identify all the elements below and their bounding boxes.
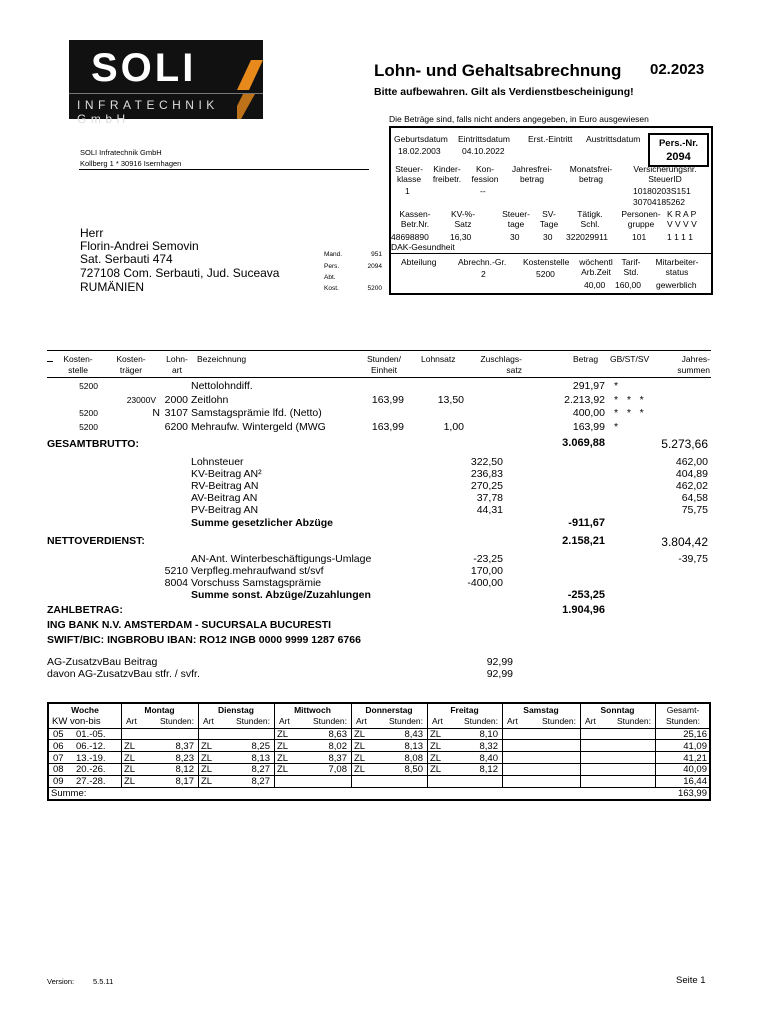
info-label-taxclass: Steuer- klasse xyxy=(395,164,423,184)
gross-amount: 3.069,88 xyxy=(562,437,605,449)
week-day-hours: 8,23 xyxy=(175,752,194,764)
deduction-amount: 236,83 xyxy=(470,468,503,480)
pay-line-amount: 400,00 xyxy=(572,407,605,419)
week-day-art: ZL xyxy=(201,764,213,776)
other-year: -39,75 xyxy=(678,553,708,565)
week-day-art: ZL xyxy=(430,740,442,752)
sender-address: Kollberg 1 * 30916 Isernhagen xyxy=(80,159,182,168)
company-logo xyxy=(69,40,263,126)
pay-line-kst: 5200 xyxy=(79,408,98,418)
info-label-monthfree: Monatsfrei- betrag xyxy=(569,164,613,184)
pay-line-ktr: 23000V xyxy=(126,395,156,405)
euro-note: Die Beträge sind, falls nicht anders angegeben, in Euro ausgewiesen xyxy=(389,114,649,124)
week-range: 06.-12. xyxy=(76,740,106,752)
deduction-year: 404,89 xyxy=(675,468,708,480)
pay-line-flags: * * * xyxy=(614,407,644,419)
logo-accent-icon xyxy=(237,60,263,119)
meta-value: 5200 xyxy=(367,285,382,292)
document-title: Lohn- und Gehaltsabrechnung xyxy=(374,61,622,80)
week-kw: 05 xyxy=(53,729,64,740)
week-day-art: ZL xyxy=(430,764,442,776)
bank-iban: SWIFT/BIC: INGBROBU IBAN: RO12 INGB 0000 9999 1287 6766 xyxy=(47,634,361,646)
col-header-lohnsatz: Lohnsatz xyxy=(421,354,456,364)
page-number: Seite 1 xyxy=(676,975,706,986)
other-label: AN-Ant. Winterbeschäftigungs-Umlage xyxy=(191,553,372,565)
week-header-hours: Stunden: xyxy=(159,716,194,726)
week-day-hours: 8,12 xyxy=(479,764,498,776)
deduction-label: KV-Beitrag AN² xyxy=(191,468,262,480)
week-day-hours: 8,02 xyxy=(328,740,347,752)
pay-line-amount: 163,99 xyxy=(572,421,605,433)
week-header-kw: KW von-bis xyxy=(52,716,101,727)
payout-label: ZAHLBETRAG: xyxy=(47,604,123,616)
info-steuertage: 30 xyxy=(510,232,520,242)
info-label-persgroup: Personen- gruppe xyxy=(621,209,661,229)
info-label-kvsatz: KV-%- Satz xyxy=(450,209,476,229)
col-header-bezeichnung: Bezeichnung xyxy=(197,354,247,364)
week-day-art: ZL xyxy=(201,776,213,788)
info-status: gewerblich xyxy=(656,280,697,290)
deduction-year: 64,58 xyxy=(681,492,708,504)
week-header-day: Freitag xyxy=(450,705,479,715)
col-header-jahressummen: Jahres- summen xyxy=(677,354,710,375)
week-header-hours: Stunden: xyxy=(235,716,270,726)
bank-name: ING BANK N.V. AMSTERDAM - SUCURSALA BUCURESTI xyxy=(47,619,332,631)
week-day-hours: 8,12 xyxy=(175,764,194,776)
week-range: 13.-19. xyxy=(76,752,106,764)
deduction-amount: 270,25 xyxy=(470,480,503,492)
info-label-kids: Kinder- freibetr. xyxy=(432,164,462,184)
week-header-hours: Stunden: xyxy=(463,716,498,726)
col-header-gbstsv: GB/ST/SV xyxy=(610,354,650,364)
deduction-sum-amount: -911,67 xyxy=(568,517,605,529)
recipient-salutation: Herr xyxy=(80,226,104,240)
other-amount: -400,00 xyxy=(467,577,503,589)
pay-line-label: Nettolohndiff. xyxy=(191,380,253,392)
other-label: Verpfleg.mehraufwand st/svf xyxy=(191,565,324,577)
info-insurance-no: 10180203S151 xyxy=(633,186,691,196)
deduction-year: 462,02 xyxy=(675,480,708,492)
info-label-exit: Austrittsdatum xyxy=(586,134,641,144)
info-label-group: Abrechn.-Gr. xyxy=(458,257,507,267)
sender-company: SOLI Infratechnik GmbH xyxy=(80,148,162,157)
week-day-art: ZL xyxy=(277,729,289,740)
sender-underline xyxy=(79,169,369,170)
week-day-hours: 7,08 xyxy=(328,764,347,776)
week-header-art: Art xyxy=(507,716,518,726)
info-persgroup: 101 xyxy=(632,232,647,242)
info-activity: 322029911 xyxy=(566,232,608,242)
info-label-status: Mitarbeiter- status xyxy=(655,257,699,277)
pay-line-lohnart: 3107 xyxy=(164,407,188,419)
pers-no-label: Pers.-Nr. xyxy=(658,138,699,149)
week-header-day: Mittwoch xyxy=(294,705,331,715)
week-day-art: ZL xyxy=(277,752,289,764)
info-weekly: 40,00 xyxy=(584,280,606,290)
week-day-art: ZL xyxy=(354,740,366,752)
deduction-label: Lohnsteuer xyxy=(191,456,244,468)
pay-line-rate: 13,50 xyxy=(437,394,464,406)
info-label-steuertage: Steuer- tage xyxy=(502,209,530,229)
week-day-hours: 8,13 xyxy=(404,740,423,752)
week-day-hours: 8,40 xyxy=(479,752,498,764)
week-header-day: Sonntag xyxy=(600,705,635,715)
week-day-hours: 8,13 xyxy=(251,752,270,764)
week-day-art: ZL xyxy=(124,740,136,752)
pay-table-header-line xyxy=(47,377,711,378)
col-header-kostentraeger: Kosten- träger xyxy=(116,354,146,375)
meta-label: Kost. xyxy=(324,285,339,292)
info-label-svtage: SV- Tage xyxy=(539,209,559,229)
pay-line-kst: 5200 xyxy=(79,381,98,391)
deduction-label: AV-Beitrag AN xyxy=(191,492,258,504)
info-cost: 5200 xyxy=(536,269,555,279)
week-day-art: ZL xyxy=(201,740,213,752)
week-header-hours: Stunden: xyxy=(616,716,651,726)
week-day-hours: 8,50 xyxy=(404,764,423,776)
info-insurer: DAK-Gesundheit xyxy=(391,242,455,252)
week-kw: 08 xyxy=(53,764,64,776)
other-label: Vorschuss Samstagsprämie xyxy=(191,577,322,589)
col-header-betrag: Betrag xyxy=(573,354,599,364)
info-label-kasse: Kassen- Betr.Nr. xyxy=(399,209,431,229)
deduction-sum-label: Summe gesetzlicher Abzüge xyxy=(191,517,333,529)
deduction-amount: 322,50 xyxy=(470,456,503,468)
pay-line-kst: 5200 xyxy=(79,422,98,432)
pay-line-lohnart: 6200 xyxy=(164,421,188,433)
week-header-total: Gesamt- Stunden: xyxy=(665,705,701,726)
week-row-total: 25,16 xyxy=(683,729,707,740)
week-range: 01.-05. xyxy=(76,729,106,740)
other-sum-label: Summe sonst. Abzüge/Zuzahlungen xyxy=(191,589,371,601)
logo-subtext: INFRATECHNIK GmbH xyxy=(77,98,219,126)
document-subtitle: Bitte aufbewahren. Gilt als Verdienstbescheinigung! xyxy=(374,86,634,98)
meta-value: 951 xyxy=(371,251,382,258)
pers-no-value: 2094 xyxy=(666,151,691,163)
week-header-day: Donnerstag xyxy=(365,705,413,715)
info-label-entry: Eintrittsdatum xyxy=(458,134,510,144)
week-day-art: ZL xyxy=(430,752,442,764)
col-header-zuschlag: Zuschlags- satz xyxy=(480,354,522,375)
recipient-country: RUMÄNIEN xyxy=(80,280,145,294)
week-day-hours: 8,10 xyxy=(479,729,498,740)
gross-label: GESAMTBRUTTO: xyxy=(47,438,139,450)
meta-label: Abt. xyxy=(324,274,336,281)
week-day-art: ZL xyxy=(277,740,289,752)
pay-line-rate: 1,00 xyxy=(443,421,464,433)
week-row-total: 41,09 xyxy=(683,740,707,752)
week-day-art: ZL xyxy=(124,776,136,788)
col-header-stunden: Stunden/ Einheit xyxy=(366,354,402,375)
pay-line-ktr: N xyxy=(152,407,160,419)
week-day-art: ZL xyxy=(430,729,442,740)
col-header-lohnart: Lohn- art xyxy=(166,354,188,375)
week-range: 20.-26. xyxy=(76,764,106,776)
pay-line-hours: 163,99 xyxy=(371,421,404,433)
net-year: 3.804,42 xyxy=(661,535,708,549)
pay-line-lohnart: 2000 xyxy=(164,394,188,406)
week-day-hours: 8,43 xyxy=(404,729,423,740)
week-day-art: ZL xyxy=(201,752,213,764)
net-label: NETTOVERDIENST: xyxy=(47,535,145,547)
info-label-confession: Kon- fession xyxy=(471,164,499,184)
week-day-art: ZL xyxy=(124,764,136,776)
pay-line-label: Samstagsprämie lfd. (Netto) xyxy=(191,407,322,419)
week-day-art: ZL xyxy=(354,729,366,740)
info-kasse: 48698890 xyxy=(391,232,429,242)
week-header-day: Dienstag xyxy=(218,705,254,715)
info-label-weekly: wöchentl Arb.Zeit xyxy=(579,257,613,277)
col-header-kostenstelle: Kosten- stelle xyxy=(63,354,93,375)
week-day-hours: 8,25 xyxy=(251,740,270,752)
info-label-yearfree: Jahresfrei- betrag xyxy=(511,164,553,184)
ag-amount: 92,99 xyxy=(486,656,513,668)
info-krav: 1 1 1 1 xyxy=(667,232,693,242)
week-header-art: Art xyxy=(432,716,443,726)
week-day-art: ZL xyxy=(277,764,289,776)
week-day-hours: 8,63 xyxy=(328,729,347,740)
info-entry: 04.10.2022 xyxy=(462,146,505,156)
week-row-total: 41,21 xyxy=(683,752,707,764)
week-sum-label: Summe: xyxy=(51,788,87,799)
week-header-hours: Stunden: xyxy=(541,716,576,726)
info-label-activity: Tätigk. Schl. xyxy=(577,209,603,229)
pay-line-flags: * xyxy=(614,421,619,433)
pay-line-amount: 291,97 xyxy=(572,380,605,392)
info-kvsatz: 16,30 xyxy=(450,232,472,242)
week-day-art: ZL xyxy=(354,752,366,764)
other-amount: -23,25 xyxy=(473,553,503,565)
info-svtage: 30 xyxy=(543,232,553,242)
pay-line-amount: 2.213,92 xyxy=(564,394,605,406)
info-label-dept: Abteilung xyxy=(401,257,437,267)
pay-line-label: Zeitlohn xyxy=(191,394,229,406)
recipient-city: 727108 Com. Serbauti, Jud. Suceava xyxy=(80,266,280,280)
version-value: 5.5.11 xyxy=(93,977,114,986)
info-label-first-entry: Erst.-Eintritt xyxy=(528,134,573,144)
week-day-art: ZL xyxy=(124,752,136,764)
period: 02.2023 xyxy=(650,61,705,78)
deduction-label: RV-Beitrag AN xyxy=(191,480,259,492)
week-header-art: Art xyxy=(356,716,367,726)
info-group: 2 xyxy=(481,269,486,279)
net-amount: 2.158,21 xyxy=(562,535,605,547)
ag-amount: 92,99 xyxy=(486,668,513,680)
week-header-art: Art xyxy=(585,716,596,726)
week-header-day: Samstag xyxy=(523,705,559,715)
week-sum-total: 163,99 xyxy=(677,788,707,799)
week-day-art: ZL xyxy=(354,764,366,776)
recipient-street: Sat. Serbauti 474 xyxy=(80,252,173,266)
week-row-total: 40,09 xyxy=(683,764,707,776)
week-header-art: Art xyxy=(279,716,290,726)
info-label-cost: Kostenstelle xyxy=(523,257,570,267)
pay-line-flags: * * * xyxy=(614,394,644,406)
other-lohnart: 5210 xyxy=(164,565,188,577)
info-label-insurance-no: Versicherungsnr. SteuerID xyxy=(633,164,697,184)
ag-label: AG-ZusatzvBau Beitrag xyxy=(47,656,158,668)
week-kw: 07 xyxy=(53,752,64,764)
deduction-amount: 44,31 xyxy=(476,504,503,516)
week-kw: 09 xyxy=(53,776,64,788)
week-day-hours: 8,37 xyxy=(328,752,347,764)
week-kw: 06 xyxy=(53,740,64,752)
week-day-hours: 8,27 xyxy=(251,776,270,788)
info-tax-id: 30704185262 xyxy=(633,197,686,207)
info-taxclass: 1 xyxy=(405,186,410,196)
week-day-hours: 8,37 xyxy=(175,740,194,752)
other-sum-amount: -253,25 xyxy=(567,589,605,601)
payout-amount: 1.904,96 xyxy=(562,604,605,616)
deduction-year: 462,00 xyxy=(675,456,708,468)
pay-table-top-line xyxy=(47,350,711,351)
meta-value: 2094 xyxy=(367,263,382,270)
week-row-total: 16,44 xyxy=(683,776,707,788)
week-header-woche: Woche xyxy=(71,705,99,715)
deduction-amount: 37,78 xyxy=(476,492,503,504)
info-divider xyxy=(391,253,711,254)
meta-label: Pers. xyxy=(324,263,340,270)
other-amount: 170,00 xyxy=(470,565,503,577)
deduction-label: PV-Beitrag AN xyxy=(191,504,259,516)
week-day-hours: 8,17 xyxy=(175,776,194,788)
ag-label: davon AG-ZusatzvBau stfr. / svfr. xyxy=(47,668,200,680)
info-confession: -- xyxy=(480,186,486,196)
week-header-art: Art xyxy=(203,716,214,726)
gross-year: 5.273,66 xyxy=(661,437,708,451)
logo-text: SOLI xyxy=(91,46,197,90)
week-day-hours: 8,08 xyxy=(404,752,423,764)
recipient-name: Florin-Andrei Semovin xyxy=(80,239,199,253)
version-label: Version: xyxy=(47,977,75,986)
week-header-hours: Stunden: xyxy=(312,716,347,726)
week-day-hours: 8,32 xyxy=(479,740,498,752)
info-birth: 18.02.2003 xyxy=(398,146,441,156)
week-range: 27.-28. xyxy=(76,776,106,788)
info-label-tarif: Tarif- Std. xyxy=(621,257,641,277)
deduction-year: 75,75 xyxy=(681,504,708,516)
info-tarif: 160,00 xyxy=(615,280,641,290)
week-header-art: Art xyxy=(126,716,137,726)
pay-line-hours: 163,99 xyxy=(371,394,404,406)
week-header-hours: Stunden: xyxy=(388,716,423,726)
pay-line-label: Mehraufw. Wintergeld (MWG xyxy=(191,421,326,433)
other-lohnart: 8004 xyxy=(164,577,188,589)
logo-divider xyxy=(69,93,263,94)
info-label-birth: Geburtsdatum xyxy=(394,134,448,144)
info-label-krav: K R A P V V V V xyxy=(667,209,697,229)
week-day-hours: 8,27 xyxy=(251,764,270,776)
meta-label: Mand. xyxy=(324,251,343,258)
pay-line-flags: * xyxy=(614,380,619,392)
week-header-day: Montag xyxy=(144,705,175,715)
pers-no-box xyxy=(648,133,709,167)
